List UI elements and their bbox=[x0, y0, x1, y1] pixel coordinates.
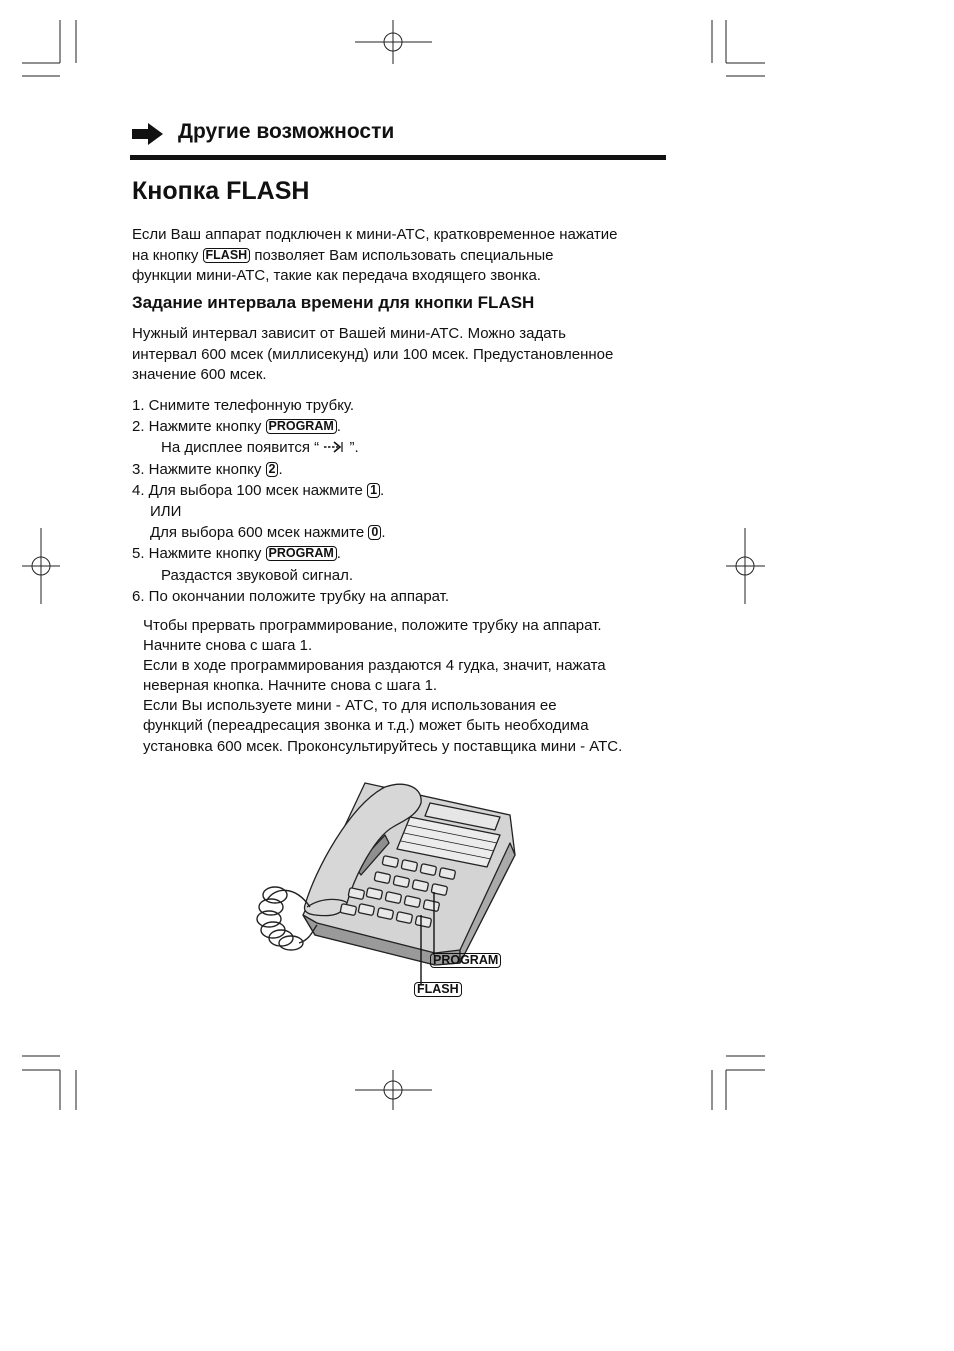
step-4-or: ИЛИ bbox=[150, 503, 182, 521]
program-arrow-icon bbox=[323, 440, 345, 454]
note-line: Начните снова с шага 1. bbox=[143, 637, 313, 655]
key-1-label: 1 bbox=[367, 483, 380, 498]
flash-key-label: FLASH bbox=[203, 248, 251, 263]
subheading: Задание интервала времени для кнопки FLASH bbox=[132, 293, 535, 312]
note-line: функций (переадресация звонка и т.д.) может быть необходима bbox=[143, 717, 589, 735]
steps-list bbox=[132, 395, 449, 607]
program-callout bbox=[430, 953, 501, 968]
step-4-alt: Для выбора 600 мсек нажмите 0 . bbox=[150, 524, 386, 542]
step-6: 6. По окончании положите трубку на аппарат. bbox=[132, 587, 450, 605]
note-line: неверная кнопка. Начните снова с шага 1. bbox=[143, 677, 438, 695]
telephone-illustration bbox=[255, 775, 525, 1005]
section-divider bbox=[130, 155, 666, 160]
note-line: Если Вы используете мини - АТС, то для использования ее bbox=[143, 697, 557, 715]
key-2-label: 2 bbox=[266, 462, 279, 477]
step-2-note: На дисплее появится “ ”. bbox=[161, 439, 359, 457]
paragraph-line: Нужный интервал зависит от Вашей мини-АТС. Можно задать bbox=[132, 325, 566, 342]
step-4: 4. Для выбора 100 мсек нажмите 1 . bbox=[132, 481, 385, 499]
flash-callout bbox=[414, 982, 462, 997]
page-title: Кнопка FLASH bbox=[132, 177, 310, 205]
step-1: 1. Снимите телефонную трубку. bbox=[132, 397, 355, 414]
program-key-label: PROGRAM bbox=[266, 546, 337, 561]
intro-line: на кнопку FLASH позволяет Вам использовать специальные bbox=[132, 246, 554, 264]
program-callout-label: PROGRAM bbox=[430, 953, 501, 968]
intro-paragraph bbox=[132, 225, 618, 287]
step-3: 3. Нажмите кнопку 2 . bbox=[132, 460, 283, 478]
interval-paragraph bbox=[132, 324, 613, 386]
step-5-note: Раздастся звуковой сигнал. bbox=[161, 566, 353, 584]
flash-callout-label: FLASH bbox=[414, 982, 462, 997]
paragraph-line: интервал 600 мсек (миллисекунд) или 100 мсек. Предустановленное bbox=[132, 345, 614, 363]
notes-block bbox=[143, 616, 622, 757]
paragraph-line: значение 600 мсек. bbox=[132, 366, 267, 383]
note-line: Если в ходе программирования раздаются 4 гудка, значит, нажата bbox=[143, 657, 606, 675]
intro-line: Если Ваш аппарат подключен к мини-АТС, кратковременное нажатие bbox=[132, 226, 618, 243]
program-key-label: PROGRAM bbox=[266, 419, 337, 434]
note-line: Чтобы прервать программирование, положите трубку на аппарат. bbox=[143, 617, 602, 634]
note-line: установка 600 мсек. Проконсультируйтесь у поставщика мини - АТС. bbox=[143, 737, 623, 755]
section-title: Другие возможности bbox=[178, 120, 395, 143]
step-2: 2. Нажмите кнопку PROGRAM . bbox=[132, 418, 341, 436]
step-5: 5. Нажмите кнопку PROGRAM . bbox=[132, 545, 341, 563]
intro-line: функции мини-АТС, такие как передача входящего звонка. bbox=[132, 267, 541, 284]
right-arrow-icon bbox=[132, 122, 164, 146]
key-0-label: 0 bbox=[368, 525, 381, 540]
